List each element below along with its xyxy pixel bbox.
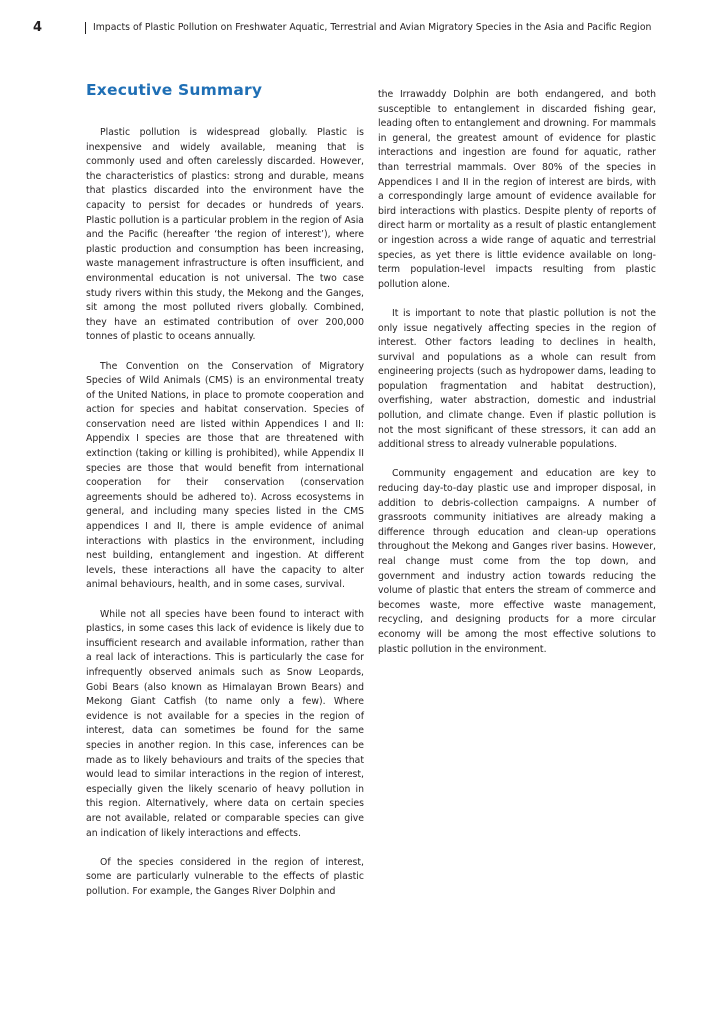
paragraph: The Convention on the Conservation of Migratory Species of Wild Animals (CMS) is an environmental treaty of the United Nations, in place to promote cooperation and action for species and habitat conservation. Species of conservation need are listed within Appendices I and II: Appendix I species are those that are threatened with extinction (taking or killing is prohibited), while Appendix II species are those that would benefit from international cooperation for their conservation (conservation agreements should be adhered to). Across ecosystems in general, and including many species listed in the CMS appendices I and II, there is ample evidence of animal interactions with plastics in the environment, including nest building, entanglement and ingestion. At different levels, these interactions all have the capacity to alter animal behaviours, health, and in some cases, survival. bbox=[86, 360, 364, 591]
header-divider bbox=[85, 22, 86, 34]
page-number: 4 bbox=[33, 20, 43, 35]
page-header bbox=[0, 20, 724, 40]
left-column bbox=[86, 80, 364, 914]
paragraph: While not all species have been found to interact with plastics, in some cases this lack of evidence is likely due to insufficient research and available information, rather than a real lack of interactions. This is particularly the case for infrequently observed animals such as Snow Leopards, Gobi Bears (also known as Himalayan Brown Bears) and Mekong Giant Catfish (to name only a few). Where evidence is not available for a species in the region of interest, data can sometimes be found for the same species in another region. In this case, inferences can be made as to likely behaviours and traits of the species that would lead to similar interactions in the region of interest, especially given the likely scenario of heavy pollution in this region. Alternatively, where data on certain species are not available, related or comparable species can give an indication of likely interactions and effects. bbox=[86, 608, 364, 839]
paragraph: Of the species considered in the region of interest, some are particularly vulnerable to the effects of plastic pollution. For example, the Ganges River Dolphin and bbox=[86, 856, 364, 897]
paragraph: the Irrawaddy Dolphin are both endangered, and both susceptible to entanglement in discarded fishing gear, leading often to entanglement and drowning. For mammals in general, the greatest amount of evidence for plastic interactions and ingestion are found for aquatic, rather than terrestrial mammals. Over 80% of the species in Appendices I and II in the region of interest are birds, with a correspondingly large amount of evidence available for bird interactions with plastics. Despite plenty of reports of direct harm or mortality as a result of plastic entanglement or ingestion across a wide range of aquatic and terrestrial species, as yet there is little evidence available on long-term population-level impacts resulting from plastic pollution alone. bbox=[378, 89, 656, 290]
paragraph: Community engagement and education are key to reducing day-to-day plastic use and improper disposal, in addition to debris-collection campaigns. A number of grassroots community initiatives are already making a difference through education and clean-up operations throughout the Mekong and Ganges river basins. However, real change must come from the top down, and government and industry action towards reducing the volume of plastic that enters the stream of commerce and becomes waste, more effective waste management, recycling, and designing products for a more circular economy will be among the most effective solutions to plastic pollution in the environment. bbox=[378, 468, 656, 655]
right-column bbox=[378, 88, 656, 672]
paragraph: Plastic pollution is widespread globally. Plastic is inexpensive and widely available, meaning that is commonly used and often carelessly discarded. However, the characteristics of plastics: strong and durable, means that plastics discarded into the environment have the capacity to persist for decades or hundreds of years. Plastic pollution is a particular problem in the region of Asia and the Pacific (hereafter ‘the region of interest’), where plastic production and consumption has been increasing, waste management infrastructure is often insufficient, and environmental education is not universal. The two case study rivers within this study, the Mekong and the Ganges, sit among the most polluted rivers globally. Combined, they have an estimated contribution of over 200,000 tonnes of plastic to oceans annually. bbox=[86, 127, 365, 343]
section-title: Executive Summary bbox=[86, 81, 263, 99]
running-title: Impacts of Plastic Pollution on Freshwater Aquatic, Terrestrial and Avian Migratory Species in the Asia and Pacific Region bbox=[93, 22, 652, 33]
paragraph: It is important to note that plastic pollution is not the only issue negatively affecting species in the region of interest. Other factors leading to declines in health, survival and populations as a whole can result from engineering projects (such as hydropower dams, leading to population fragmentation and habitat destruction), overfishing, water abstraction, domestic and industrial pollution, and climate change. Even if plastic pollution is not the most significant of these stressors, it can add an additional stress to already vulnerable populations. bbox=[378, 307, 656, 451]
